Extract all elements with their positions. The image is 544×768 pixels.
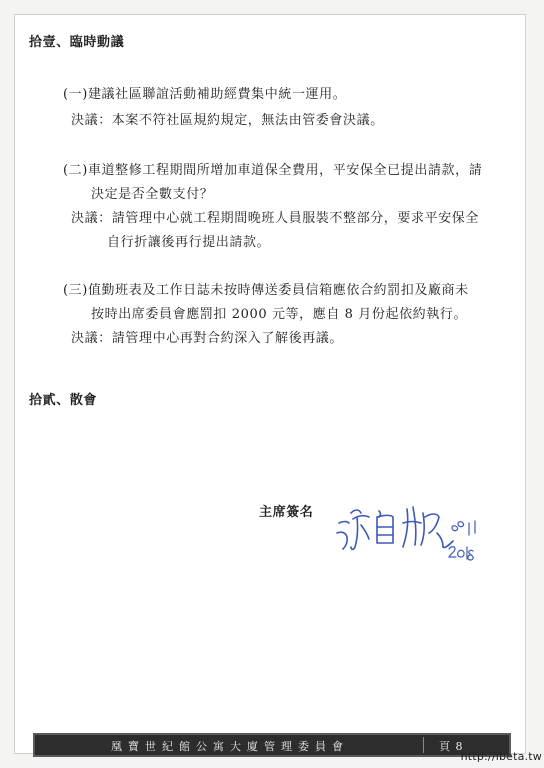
motion-2-line-2: 決定是否全數支付？: [91, 187, 214, 202]
document-footer: [33, 733, 511, 757]
motion-2-resolution-line-2: 自行折讓後再行提出請款。: [107, 235, 271, 250]
footer-divider: [423, 737, 424, 753]
motion-1-line-1: (一)建議社區聯誼活動補助經費集中統一運用。: [63, 87, 347, 102]
section-heading-extempore-motions: 拾壹、臨時動議: [29, 35, 125, 50]
motion-2-resolution-line-1: 決議：請管理中心就工程期間晚班人員服裝不整部分，要求平安保全: [71, 211, 480, 226]
motion-3-line-2: 按時出席委員會應罰扣 2000 元等，應自 8 月份起依約執行。: [91, 307, 468, 322]
motion-2-line-1: (二)車道整修工程期間所增加車道保全費用，平安保全已提出請款，請: [63, 163, 483, 178]
motion-3-resolution-line-1: 決議：請管理中心再對合約深入了解後再議。: [71, 331, 344, 346]
footer-page-number: 頁 8: [439, 740, 464, 753]
footer-organization-name: 凰寶世紀館公寓大廈管理委員會: [111, 740, 349, 753]
chair-signature-label: 主席簽名: [259, 505, 314, 520]
document-page: [14, 14, 526, 754]
motion-3-line-1: (三)值勤班表及工作日誌未按時傳送委員信箱應依合約罰扣及廠商未: [63, 283, 469, 298]
motion-1-resolution-line-1: 決議：本案不符社區規約規定，無法由管委會決議。: [71, 113, 384, 128]
site-watermark: http://ibeta.tw: [460, 750, 542, 763]
section-heading-adjournment: 拾貳、散會: [29, 393, 98, 408]
handwritten-signature: [333, 503, 493, 569]
